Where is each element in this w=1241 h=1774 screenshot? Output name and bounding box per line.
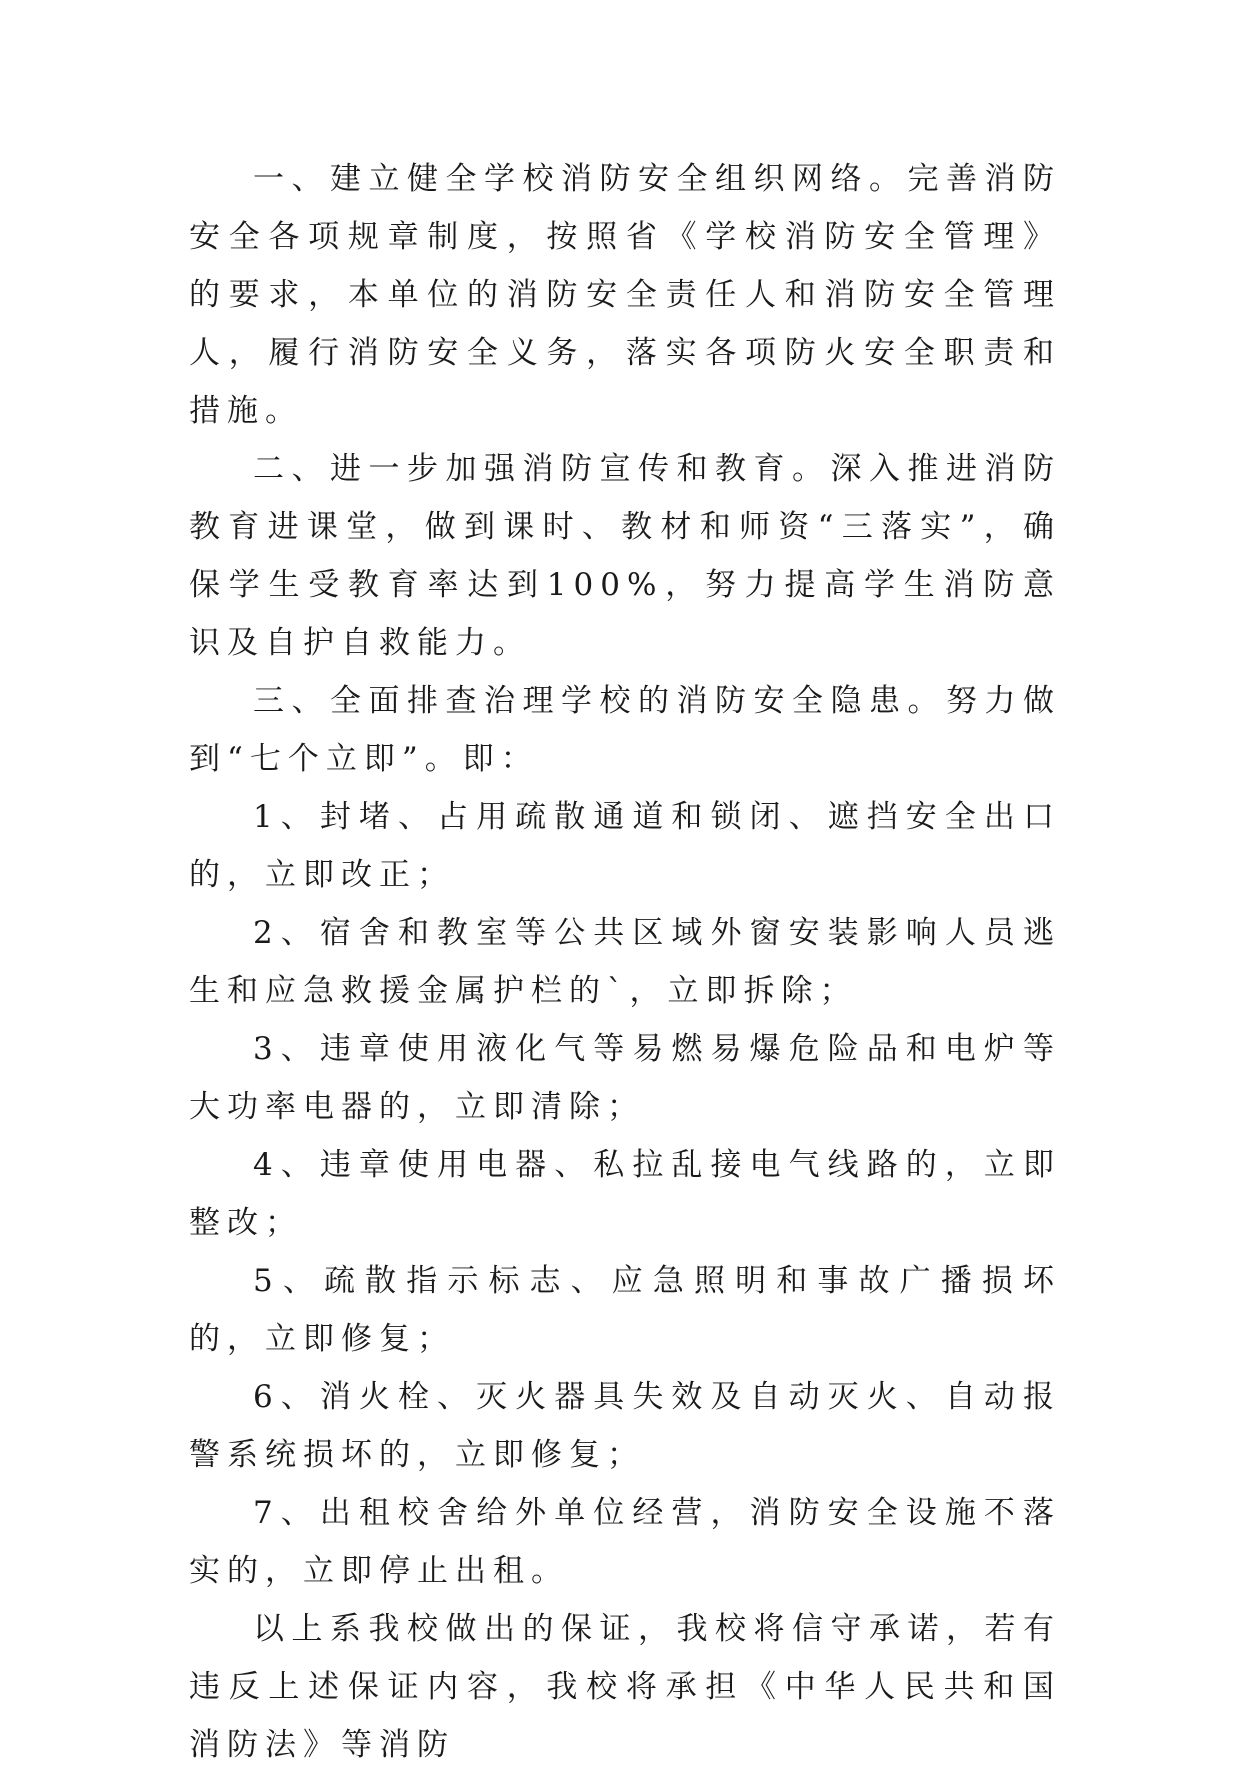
list-item-3: 3、违章使用液化气等易燃易爆危险品和电炉等大功率电器的，立即清除； (189, 1031, 1061, 1125)
list-item-2: 2、宿舍和教室等公共区域外窗安装影响人员逃生和应急救援金属护栏的`，立即拆除； (189, 915, 1061, 1009)
document-body (189, 150, 1061, 1774)
list-item-4: 4、违章使用电器、私拉乱接电气线路的，立即整改； (189, 1147, 1061, 1241)
list-item-1: 1、封堵、占用疏散通道和锁闭、遮挡安全出口的，立即改正； (189, 799, 1061, 893)
list-item-5: 5、疏散指示标志、应急照明和事故广播损坏的，立即修复； (189, 1263, 1061, 1357)
paragraph-conclusion: 以上系我校做出的保证，我校将信守承诺，若有违反上述保证内容，我校将承担《中华人民共和国消防法》等消防 (189, 1611, 1061, 1763)
list-item-7: 7、出租校舍给外单位经营，消防安全设施不落实的，立即停止出租。 (189, 1495, 1061, 1589)
paragraph-section-3: 三、全面排查治理学校的消防安全隐患。努力做到“七个立即”。即： (189, 683, 1061, 777)
list-item-6: 6、消火栓、灭火器具失效及自动灭火、自动报警系统损坏的，立即修复； (189, 1379, 1061, 1473)
paragraph-section-1: 一、建立健全学校消防安全组织网络。完善消防安全各项规章制度，按照省《学校消防安全管理》的要求，本单位的消防安全责任人和消防安全管理人，履行消防安全义务，落实各项防火安全职责和措施。 (189, 161, 1061, 429)
paragraph-section-2: 二、进一步加强消防宣传和教育。深入推进消防教育进课堂，做到课时、教材和师资“三落实”，确保学生受教育率达到100%，努力提高学生消防意识及自护自救能力。 (189, 451, 1061, 661)
